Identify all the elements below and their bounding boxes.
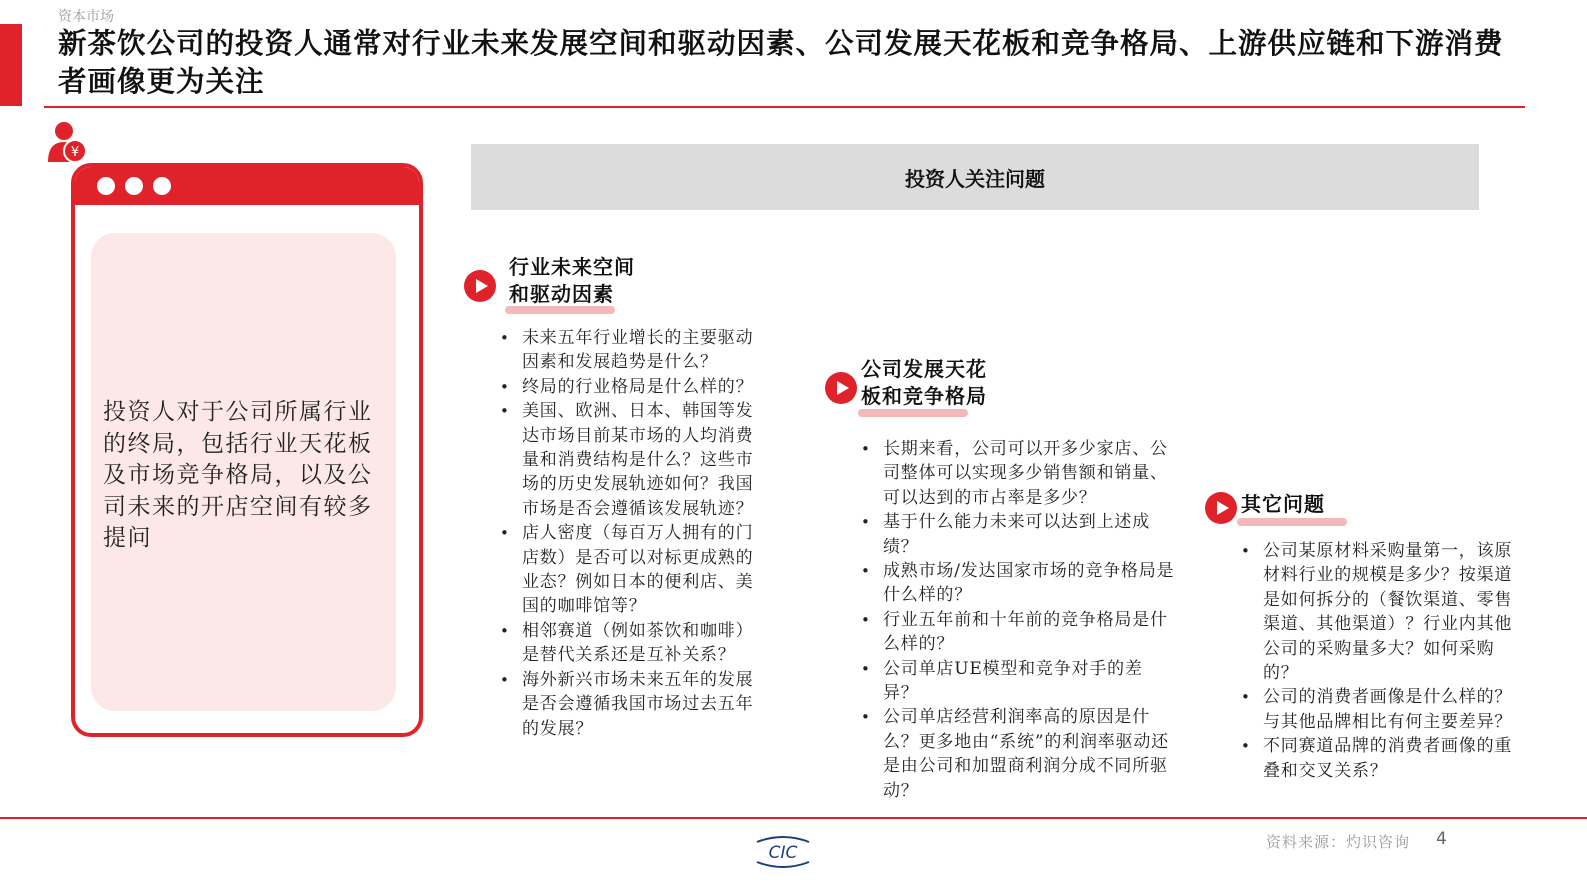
svg-text:¥: ¥ xyxy=(70,145,80,160)
section-label: 资本市场 xyxy=(58,9,114,25)
heading-underline xyxy=(858,409,968,417)
list-item: • 海外新兴市场未来五年的发展是否会遵循我国市场过去五年的发展？ xyxy=(498,668,770,741)
window-dot xyxy=(153,177,171,195)
list-item: • 终局的行业格局是什么样的？ xyxy=(498,375,770,399)
column-heading-other: 其它问题 xyxy=(1241,492,1325,516)
footer-divider xyxy=(0,817,1587,819)
list-item: • 公司单店经营利润率高的原因是什么？更多地由“系统”的利润率驱动还是由公司和加盟商利润分成不同所驱动？ xyxy=(859,705,1177,803)
list-item: • 公司某原材料采购量第一，该原材料行业的规模是多少？按渠道是如何拆分的（餐饮渠道、零售渠道、其他渠道）？行业内其他公司的采购量多大？如何采购的？ xyxy=(1239,539,1521,685)
title-accent-bar xyxy=(0,24,22,106)
list-item: • 美国、欧洲、日本、韩国等发达市场目前某市场的人均消费量和消费结构是什么？这些市场的历史发展轨迹如何？我国市场是否会遵循该发展轨迹？ xyxy=(498,399,770,521)
source-note: 资料来源：灼识咨询 xyxy=(1266,833,1411,851)
list-item: • 相邻赛道（例如茶饮和咖啡）是替代关系还是互补关系？ xyxy=(498,619,770,668)
browser-title-bar xyxy=(75,167,419,205)
column-heading-industry: 行业未来空间 和驱动因素 xyxy=(509,255,635,306)
page-title: 新茶饮公司的投资人通常对行业未来发展空间和驱动因素、公司发展天花板和竞争格局、上游供应链和下游消费者画像更为关注 xyxy=(58,26,1504,98)
window-dot xyxy=(125,177,143,195)
question-list-company xyxy=(859,437,1177,803)
question-list-industry xyxy=(498,326,770,741)
question-list-other xyxy=(1239,539,1521,783)
list-item: • 成熟市场/发达国家市场的竞争格局是什么样的？ xyxy=(859,559,1177,608)
title-divider xyxy=(44,106,1525,108)
window-dot xyxy=(97,177,115,195)
column-heading-company: 公司发展天花 板和竞争格局 xyxy=(861,357,987,408)
cic-logo xyxy=(753,834,813,868)
list-item: • 未来五年行业增长的主要驱动因素和发展趋势是什么？ xyxy=(498,326,770,375)
play-icon xyxy=(463,269,497,303)
play-icon xyxy=(1204,491,1238,525)
questions-header: 投资人关注问题 xyxy=(471,144,1479,210)
svg-text:CIC: CIC xyxy=(768,843,798,863)
page-number: 4 xyxy=(1436,829,1447,849)
list-item: • 行业五年前和十年前的竞争格局是什么样的？ xyxy=(859,608,1177,657)
list-item: • 基于什么能力未来可以达到上述成绩？ xyxy=(859,510,1177,559)
heading-underline xyxy=(1237,518,1347,526)
investor-icon xyxy=(46,120,88,164)
play-icon xyxy=(824,371,858,405)
list-item: • 不同赛道品牌的消费者画像的重叠和交叉关系？ xyxy=(1239,734,1521,783)
list-item: • 店人密度（每百万人拥有的门店数）是否可以对标更成熟的业态？例如日本的便利店、美国的咖啡馆等？ xyxy=(498,521,770,619)
list-item: • 长期来看，公司可以开多少家店、公司整体可以实现多少销售额和销量、可以达到的市占率是多少？ xyxy=(859,437,1177,510)
browser-card xyxy=(71,163,423,737)
heading-underline xyxy=(505,306,615,314)
list-item: • 公司的消费者画像是什么样的？与其他品牌相比有何主要差异？ xyxy=(1239,685,1521,734)
list-item: • 公司单店UE模型和竞争对手的差异？ xyxy=(859,657,1177,706)
card-summary-text: 投资人对于公司所属行业的终局，包括行业天花板及市场竞争格局，以及公司未来的开店空间有较多提问 xyxy=(103,399,373,551)
